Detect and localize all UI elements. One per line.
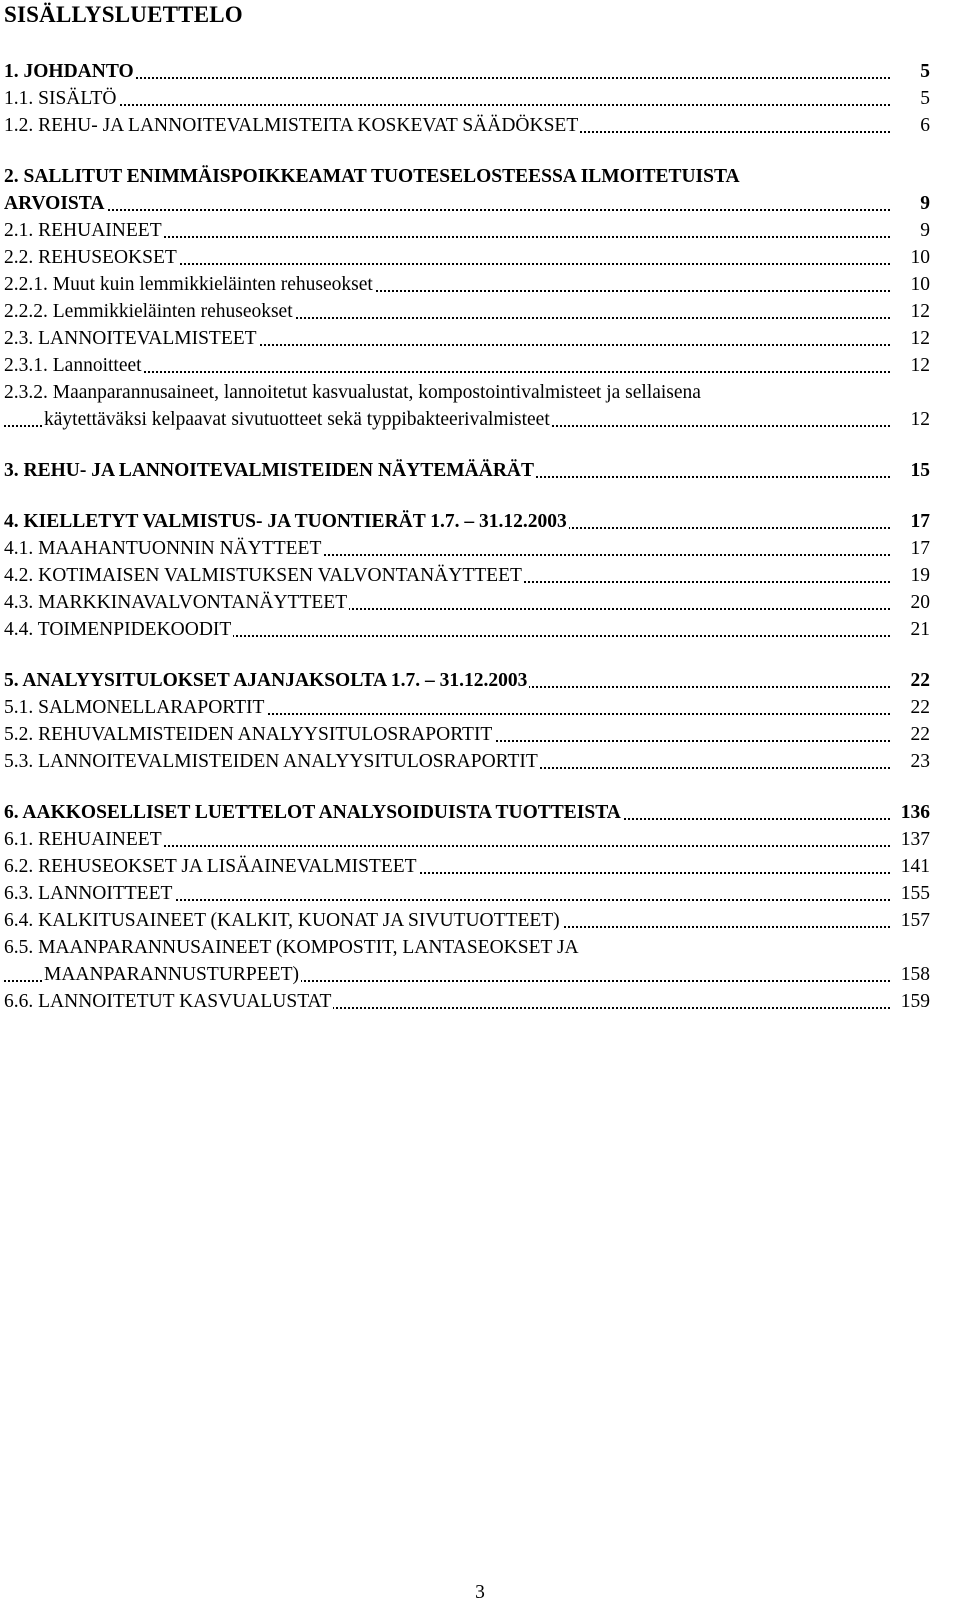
toc-page-number: 141 bbox=[898, 853, 930, 880]
toc-entry-text: 4.2. KOTIMAISEN VALMISTUKSEN VALVONTANÄYTTEET bbox=[4, 562, 524, 589]
toc-page-number: 9 bbox=[917, 190, 930, 217]
toc-entry[interactable] bbox=[4, 988, 930, 1015]
toc-page-number: 21 bbox=[908, 616, 931, 643]
toc-page-number: 17 bbox=[908, 535, 931, 562]
toc-page-number: 22 bbox=[908, 721, 931, 748]
toc-entry-text: 2.2. REHUSEOKSET bbox=[4, 244, 179, 271]
toc-page-number: 20 bbox=[908, 589, 931, 616]
toc-entry[interactable] bbox=[4, 217, 930, 244]
toc-entry[interactable] bbox=[4, 826, 930, 853]
toc-entry-text: 6. AAKKOSELLISET LUETTELOT ANALYSOIDUISTA TUOTTEISTA bbox=[4, 799, 623, 826]
toc-page-number: 22 bbox=[908, 667, 931, 694]
toc-entry[interactable] bbox=[4, 961, 930, 988]
toc-entry-text: 3. REHU- JA LANNOITEVALMISTEIDEN NÄYTEMÄÄRÄT bbox=[4, 457, 536, 484]
toc-entry-text: 5.2. REHUVALMISTEIDEN ANALYYSITULOSRAPORTIT bbox=[4, 721, 494, 748]
toc-page-number: 136 bbox=[898, 799, 930, 826]
dot-leader bbox=[4, 77, 890, 79]
toc-entry-text: 1. JOHDANTO bbox=[4, 58, 136, 85]
toc-page-number: 19 bbox=[908, 562, 931, 589]
toc-page-number: 5 bbox=[917, 85, 930, 112]
toc-entry[interactable] bbox=[4, 112, 930, 139]
toc-entry[interactable] bbox=[4, 853, 930, 880]
toc-entry-text: 6.6. LANNOITETUT KASVUALUSTAT bbox=[4, 988, 333, 1015]
toc-spacer bbox=[4, 643, 930, 667]
toc-entry-text: 5.3. LANNOITEVALMISTEIDEN ANALYYSITULOSRAPORTIT bbox=[4, 748, 540, 775]
toc-entry-text: 4.1. MAAHANTUONNIN NÄYTTEET bbox=[4, 535, 323, 562]
toc-page-number: 158 bbox=[898, 961, 930, 988]
toc-entry-text: 6.2. REHUSEOKSET JA LISÄAINEVALMISTEET bbox=[4, 853, 419, 880]
toc-spacer bbox=[4, 139, 930, 163]
toc-entry[interactable] bbox=[4, 616, 930, 643]
toc-entry[interactable] bbox=[4, 352, 930, 379]
toc-entry-text: 6.3. LANNOITTEET bbox=[4, 880, 174, 907]
toc-entry-text: 2.1. REHUAINEET bbox=[4, 217, 164, 244]
toc-spacer bbox=[4, 433, 930, 457]
toc-entry-text: 6.1. REHUAINEET bbox=[4, 826, 164, 853]
toc-page-number: 10 bbox=[908, 271, 931, 298]
toc-entry[interactable] bbox=[4, 721, 930, 748]
toc-entry-text: 4.4. TOIMENPIDEKOODIT bbox=[4, 616, 233, 643]
toc-entry-line[interactable] bbox=[4, 163, 930, 190]
toc-entry[interactable] bbox=[4, 907, 930, 934]
toc-page-number: 12 bbox=[908, 406, 931, 433]
toc-entry[interactable] bbox=[4, 457, 930, 484]
toc-entry[interactable] bbox=[4, 85, 930, 112]
toc-entry-text: 2.3. LANNOITEVALMISTEET bbox=[4, 325, 259, 352]
toc-entry-text: 2.3.1. Lannoitteet bbox=[4, 352, 144, 379]
toc-entry[interactable] bbox=[4, 694, 930, 721]
toc-entry-continuation: ARVOISTA bbox=[4, 190, 106, 217]
toc-entry[interactable] bbox=[4, 508, 930, 535]
toc-entry-line[interactable] bbox=[4, 379, 930, 406]
toc-entry[interactable] bbox=[4, 799, 930, 826]
toc-entry[interactable] bbox=[4, 58, 930, 85]
toc-entry[interactable] bbox=[4, 748, 930, 775]
toc-entry[interactable] bbox=[4, 589, 930, 616]
dot-leader bbox=[4, 209, 890, 211]
toc-page-number: 157 bbox=[898, 907, 930, 934]
toc-entry[interactable] bbox=[4, 667, 930, 694]
toc-page-number: 12 bbox=[908, 325, 931, 352]
toc-entry[interactable] bbox=[4, 562, 930, 589]
toc-page-number: 12 bbox=[908, 352, 931, 379]
toc-page-number: 9 bbox=[917, 217, 930, 244]
dot-leader bbox=[4, 104, 890, 106]
toc-entry-text: 6.4. KALKITUSAINEET (KALKIT, KUONAT JA SIVUTUOTTEET) bbox=[4, 907, 562, 934]
toc-entry-text: 4.3. MARKKINAVALVONTANÄYTTEET bbox=[4, 589, 349, 616]
page-title: SISÄLLYSLUETTELO bbox=[4, 2, 243, 27]
toc-page-number: 17 bbox=[908, 508, 931, 535]
table-of-contents bbox=[4, 58, 930, 1015]
toc-entry-text: 2.3.2. Maanparannusaineet, lannoitetut kasvualustat, kompostointivalmisteet ja sellaisena bbox=[4, 382, 701, 403]
toc-page-number: 10 bbox=[908, 244, 931, 271]
toc-page-number: 22 bbox=[908, 694, 931, 721]
toc-page-number: 12 bbox=[908, 298, 931, 325]
toc-page-number: 155 bbox=[898, 880, 930, 907]
toc-entry-continuation: käytettäväksi kelpaavat sivutuotteet sekä typpibakteerivalmisteet bbox=[44, 406, 552, 433]
toc-entry-text: 1.1. SISÄLTÖ bbox=[4, 85, 119, 112]
toc-page-number: 23 bbox=[908, 748, 931, 775]
toc-entry[interactable] bbox=[4, 325, 930, 352]
toc-entry[interactable] bbox=[4, 271, 930, 298]
toc-entry[interactable] bbox=[4, 406, 930, 433]
toc-entry-line[interactable] bbox=[4, 934, 930, 961]
toc-page-number: 15 bbox=[908, 457, 931, 484]
toc-page-number: 159 bbox=[898, 988, 930, 1015]
toc-page-number: 137 bbox=[898, 826, 930, 853]
toc-entry-text: 1.2. REHU- JA LANNOITEVALMISTEITA KOSKEVAT SÄÄDÖKSET bbox=[4, 112, 580, 139]
toc-entry-text: 2.2.2. Lemmikkieläinten rehuseokset bbox=[4, 298, 295, 325]
toc-spacer bbox=[4, 775, 930, 799]
toc-entry[interactable] bbox=[4, 190, 930, 217]
toc-entry-text: 4. KIELLETYT VALMISTUS- JA TUONTIERÄT 1.7. – 31.12.2003 bbox=[4, 508, 569, 535]
toc-entry[interactable] bbox=[4, 535, 930, 562]
toc-entry-text: 5.1. SALMONELLARAPORTIT bbox=[4, 694, 266, 721]
toc-page-number: 6 bbox=[917, 112, 930, 139]
toc-entry[interactable] bbox=[4, 244, 930, 271]
toc-entry-continuation: MAANPARANNUSTURPEET) bbox=[44, 961, 301, 988]
toc-entry-text: 6.5. MAANPARANNUSAINEET (KOMPOSTIT, LANTASEOKSET JA bbox=[4, 937, 579, 958]
toc-entry[interactable] bbox=[4, 880, 930, 907]
toc-spacer bbox=[4, 484, 930, 508]
toc-page-number: 5 bbox=[917, 58, 930, 85]
toc-entry-text: 5. ANALYYSITULOKSET AJANJAKSOLTA 1.7. – 31.12.2003 bbox=[4, 667, 529, 694]
toc-entry-text: 2.2.1. Muut kuin lemmikkieläinten rehuseokset bbox=[4, 271, 375, 298]
toc-entry[interactable] bbox=[4, 298, 930, 325]
page-number: 3 bbox=[475, 1582, 485, 1603]
toc-entry-text: 2. SALLITUT ENIMMÄISPOIKKEAMAT TUOTESELOSTEESSA ILMOITETUISTA bbox=[4, 166, 740, 187]
